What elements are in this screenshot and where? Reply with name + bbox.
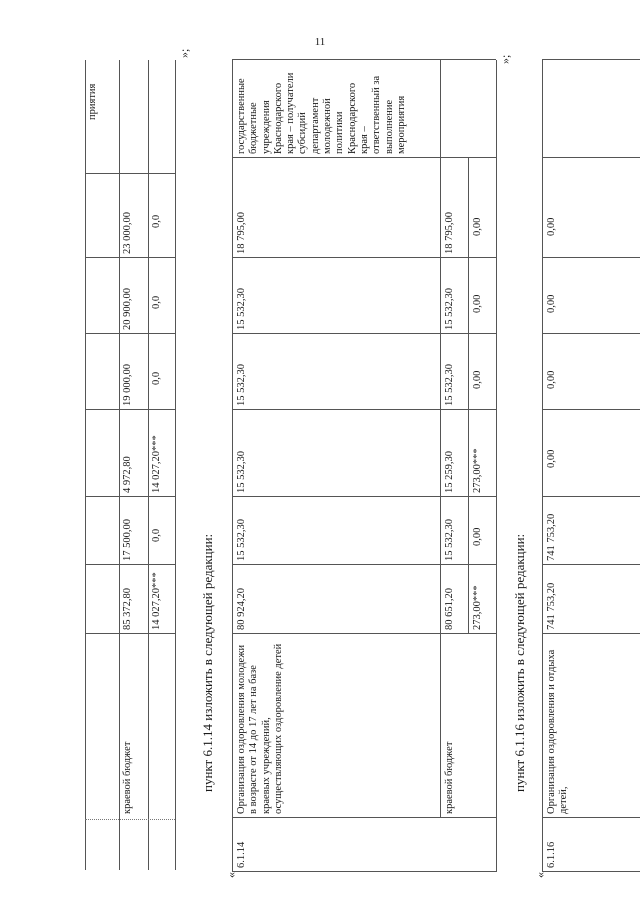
- table-cell: 14 027,20***: [151, 435, 162, 493]
- table-cell: 15 532,30: [236, 519, 247, 561]
- table-cell: 0,00: [472, 217, 483, 236]
- table-cell: 0,0: [151, 528, 162, 542]
- table-cell: 0,0: [151, 214, 162, 228]
- budget-label: краевой бюджет: [122, 741, 133, 814]
- table-cell: 15 532,30: [444, 364, 455, 406]
- open-quote: «: [224, 872, 238, 878]
- heading-6-1-14: пункт 6.1.14 изложить в следующей редакции:: [200, 533, 215, 792]
- table-cell: 0,0: [151, 371, 162, 385]
- table-cell: 15 532,30: [444, 519, 455, 561]
- row-code: 6.1.14: [236, 841, 247, 868]
- table-cell: 15 259,30: [444, 451, 455, 493]
- table-cell: 0,00: [472, 370, 483, 389]
- open-quote: «: [533, 872, 547, 878]
- table-cell: 14 027,20***: [151, 572, 162, 630]
- table-cell: 19 000,00: [122, 364, 133, 406]
- table-cell: 741 753,20: [546, 582, 557, 630]
- table-cell: 741 753,20: [546, 513, 557, 561]
- table-cell: 15 532,30: [444, 288, 455, 330]
- table-cell: 85 372,80: [122, 588, 133, 630]
- row-code: 6.1.16: [546, 841, 557, 868]
- table-cell: 15 532,30: [236, 364, 247, 406]
- rotated-page-content: [0, 30, 640, 880]
- table-cell: 0,00: [546, 294, 557, 313]
- table-cell: 0,00: [472, 527, 483, 546]
- close-quote: »;: [177, 48, 191, 58]
- row-name: Организация оздоровления молодежи в возрасте от 14 до 17 лет на базе краевых учреждений, осуществляющих оздоровление детей: [236, 643, 284, 814]
- table-cell: 273,00***: [472, 448, 483, 493]
- close-quote: »;: [498, 54, 512, 64]
- stub-text: приятия: [87, 83, 98, 120]
- budget-label: краевой бюджет: [444, 741, 455, 814]
- table-cell: 0,00: [472, 294, 483, 313]
- table-cell: 0,00: [546, 370, 557, 389]
- table-cell: 4 972,80: [122, 456, 133, 493]
- table-cell: 0,0: [151, 295, 162, 309]
- table-cell: 18 795,00: [236, 212, 247, 254]
- row-name: Организация оздоровления и отдыха детей,: [546, 649, 570, 814]
- table-cell: 0,00: [546, 217, 557, 236]
- table-cell: 23 000,00: [122, 212, 133, 254]
- table-cell: 18 795,00: [444, 212, 455, 254]
- table-cell: 0,00: [546, 449, 557, 468]
- recipient-cell: государственные бюджетные учреждения Краснодарского края – получатели субсидий департамент молодежной политики Краснодарского края – ответственный за выполнение мероприятия: [236, 72, 407, 154]
- table-cell: 15 532,30: [236, 288, 247, 330]
- page-number: 11: [314, 36, 326, 48]
- table-cell: 17 500,00: [122, 519, 133, 561]
- table-cell: 80 924,20: [236, 588, 247, 630]
- table-cell: 273,00***: [472, 585, 483, 630]
- table-cell: 80 651,20: [444, 588, 455, 630]
- table-cell: 15 532,30: [236, 451, 247, 493]
- heading-6-1-16: пункт 6.1.16 изложить в следующей редакции:: [512, 533, 527, 792]
- table-cell: 20 900,00: [122, 288, 133, 330]
